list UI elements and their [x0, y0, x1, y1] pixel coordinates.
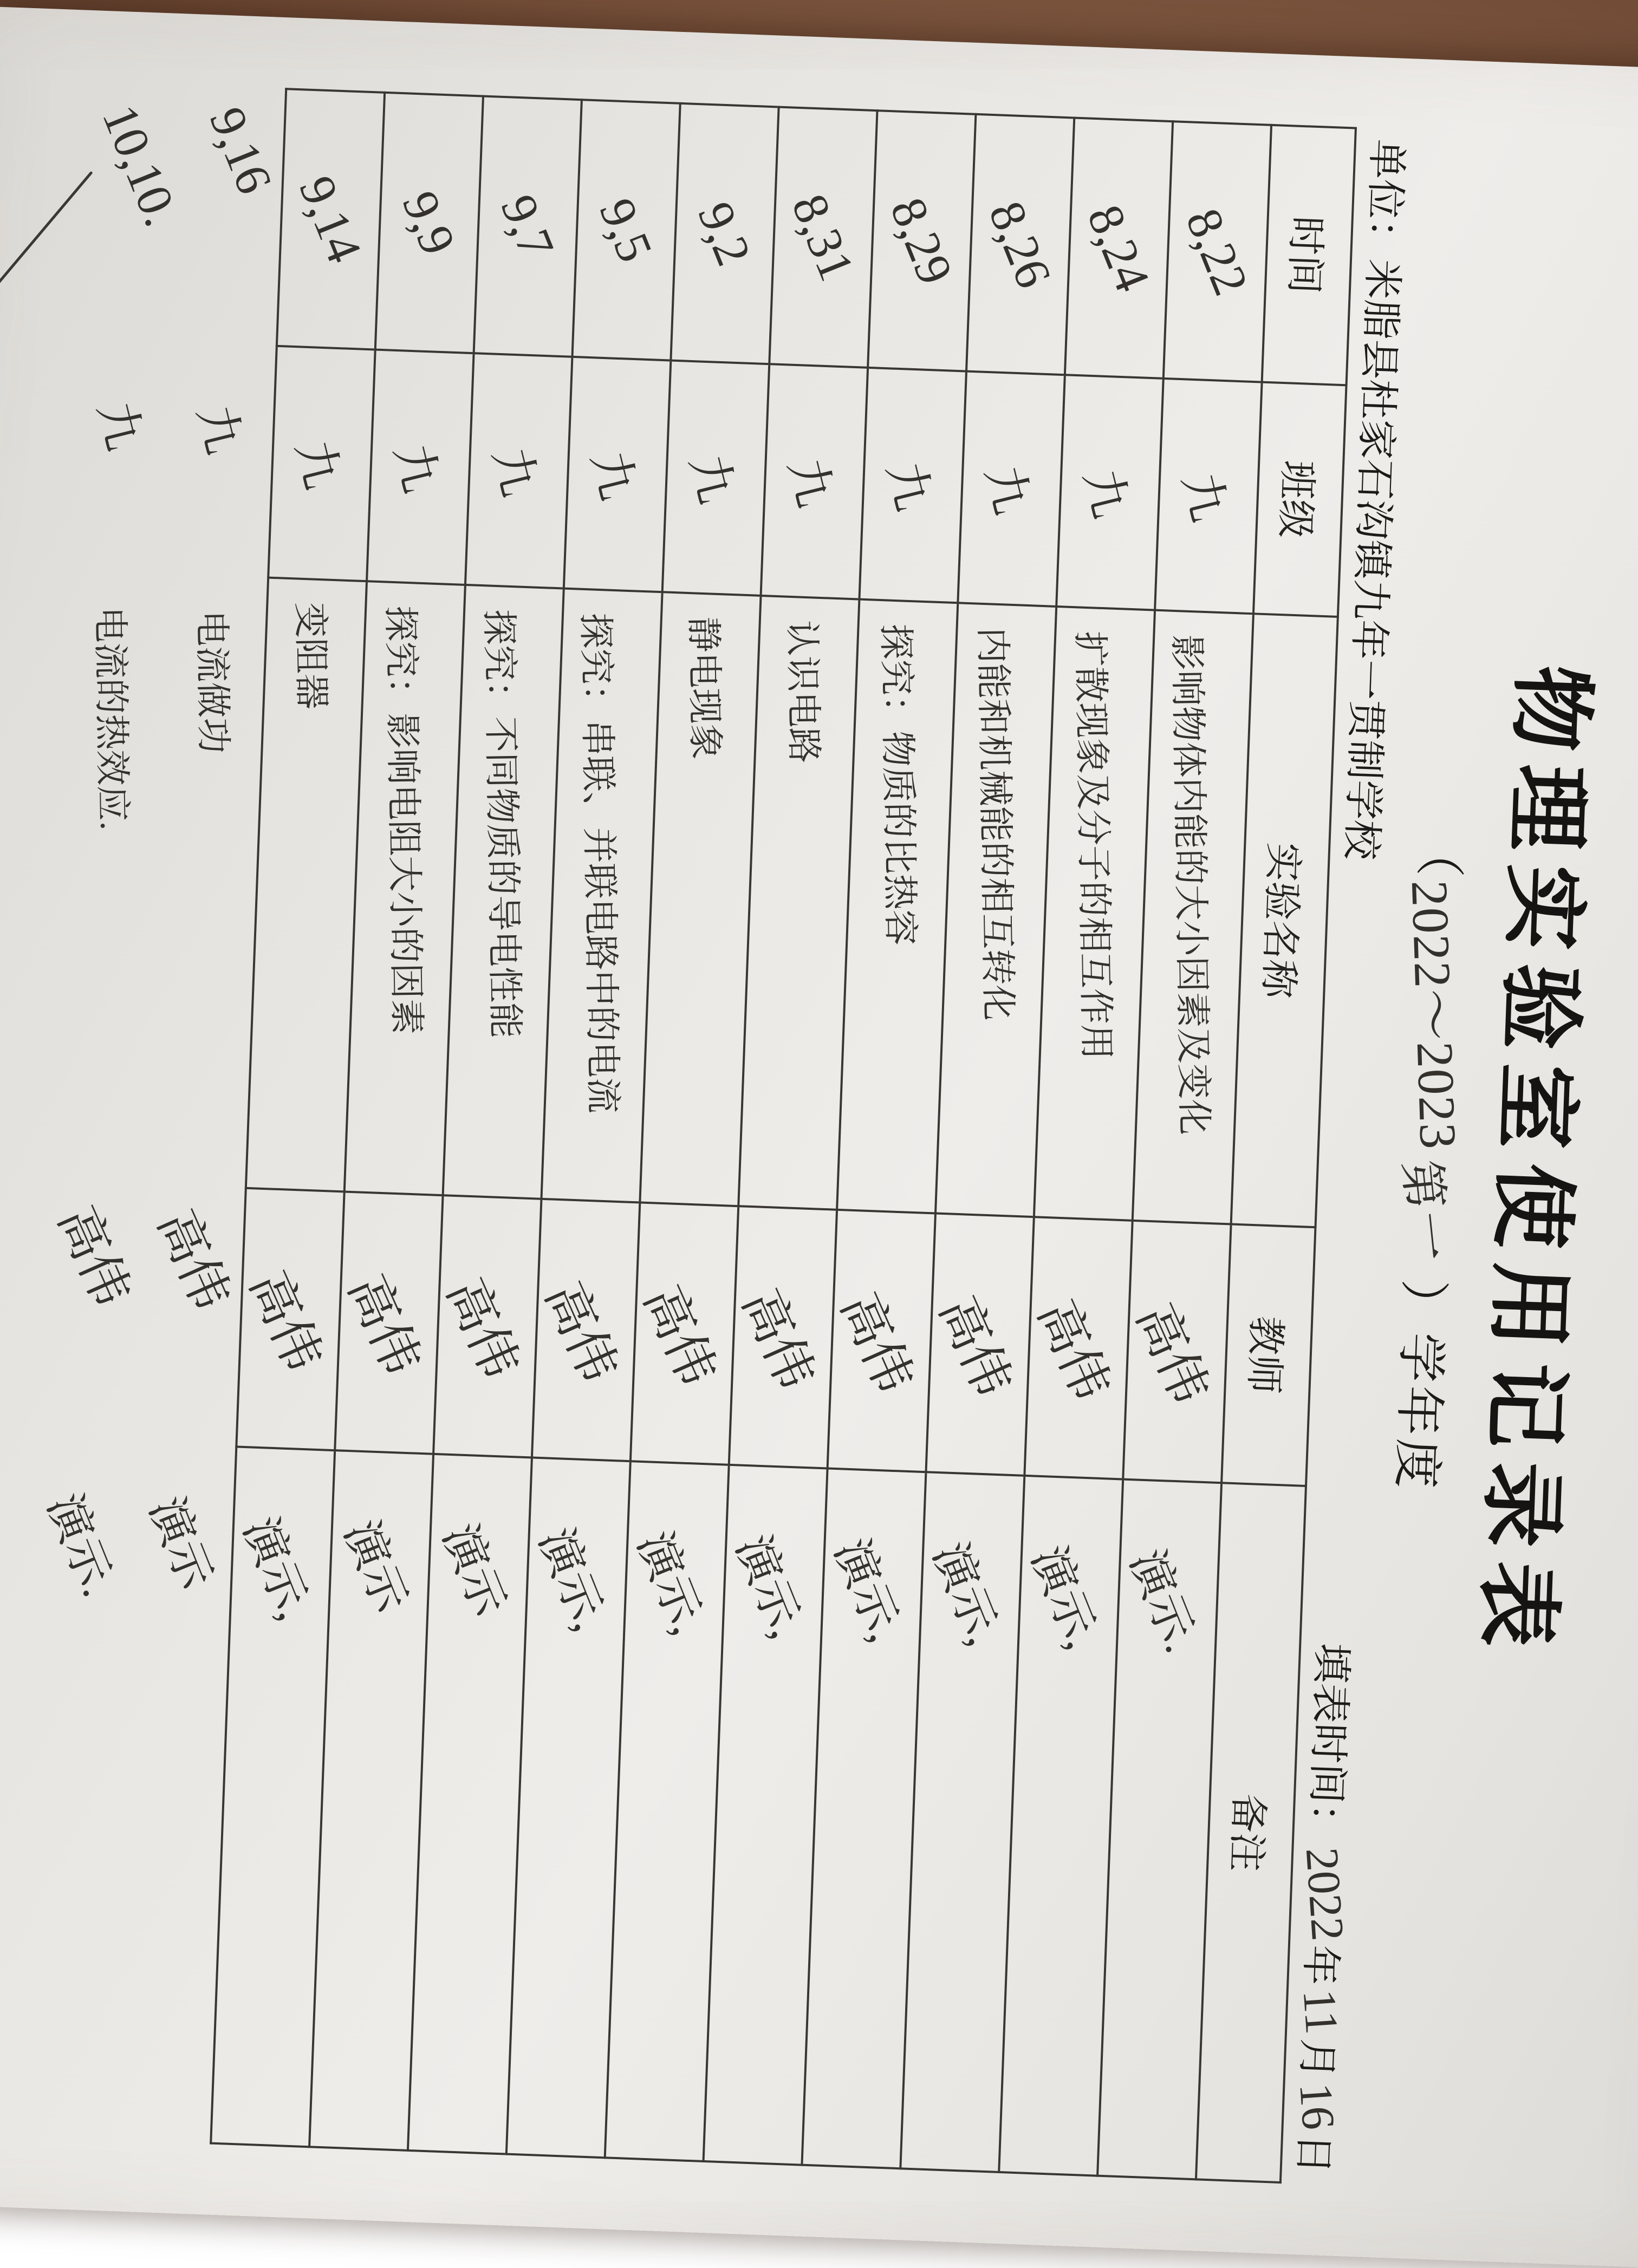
- fill-date-label: 填表时间：: [1302, 1642, 1354, 1845]
- page-title: 物理实验室使用记录表: [1467, 663, 1599, 1663]
- class-cell: [958, 371, 1065, 607]
- unit-label: 单位：: [1360, 138, 1409, 260]
- margin-experiment: 电流的热效应.: [89, 606, 133, 831]
- teacher-signature: 高伟: [1027, 1292, 1120, 1409]
- date-value: 8,29: [880, 190, 964, 292]
- date-cell: [474, 96, 582, 357]
- experiment-value: 探究：串联、并联电路中的电流: [575, 612, 623, 1114]
- teacher-signature: 高伟: [1126, 1295, 1219, 1412]
- date-value: 9,7: [490, 187, 566, 266]
- fill-date-year-unit: 年: [1297, 1944, 1343, 1986]
- class-value: 九: [1074, 464, 1137, 523]
- experiment-value: 扩散现象及分子的相互作用: [1070, 630, 1116, 1061]
- header-remark: 备注: [1196, 1483, 1306, 2182]
- subtitle-suffix: 学年度: [1388, 1331, 1450, 1493]
- subtitle-open-paren: （: [1410, 826, 1468, 881]
- teacher-signature: 高伟: [830, 1285, 924, 1401]
- fill-date-day-unit: 日: [1290, 2133, 1336, 2175]
- class-value: 九: [483, 442, 546, 501]
- date-value: 8,24: [1077, 197, 1161, 299]
- class-value: 九: [976, 460, 1038, 520]
- fill-date-year: 2022: [1296, 1846, 1355, 1943]
- class-value: 九: [384, 439, 447, 498]
- teacher-signature: 高伟: [633, 1278, 726, 1394]
- date-cell: [277, 89, 385, 349]
- fill-date-line: [1287, 1642, 1364, 2175]
- teacher-signature: 高伟: [535, 1274, 628, 1390]
- margin-teacher-signature: 高伟: [47, 1198, 140, 1314]
- remark-value: 演示,: [824, 1531, 912, 1649]
- teacher-cell: [532, 1199, 640, 1462]
- remark-value: 演示: [334, 1513, 418, 1620]
- class-value: 九: [581, 446, 644, 505]
- margin-experiment: 电流做功: [191, 610, 233, 754]
- handwritten-term: 第一: [1393, 1157, 1458, 1267]
- class-cell: [367, 349, 474, 585]
- header-experiment: 实验名称: [1231, 614, 1338, 1227]
- stray-pen-mark: [0, 171, 93, 322]
- date-cell: [966, 114, 1074, 375]
- remark-value: 演示.: [1120, 1542, 1208, 1660]
- date-cell: [1065, 118, 1173, 379]
- teacher-cell: [335, 1191, 443, 1454]
- margin-remark: 演示: [139, 1490, 223, 1596]
- experiment-value: 影响物体内能的大小因素及变化: [1166, 634, 1214, 1136]
- date-cell: [1164, 121, 1271, 382]
- margin-teacher-signature: 高伟: [147, 1202, 240, 1318]
- date-value: 8,26: [978, 193, 1063, 295]
- remark-value: 演示,: [529, 1521, 617, 1638]
- header-teacher: 教师: [1221, 1224, 1315, 1486]
- date-value: 8,31: [781, 186, 866, 288]
- fill-date-month: 11: [1293, 1987, 1349, 2036]
- fill-date-month-unit: 月: [1293, 2037, 1340, 2080]
- teacher-cell: [1123, 1221, 1231, 1483]
- date-value: 8,22: [1175, 200, 1259, 303]
- class-value: 九: [286, 435, 349, 494]
- date-value: 9,2: [687, 194, 762, 273]
- remark-value: 演示,: [627, 1524, 715, 1641]
- teacher-signature: 高伟: [732, 1281, 825, 1398]
- teacher-cell: [433, 1195, 541, 1458]
- class-cell: [1155, 378, 1262, 614]
- margin-date: 10,10.: [92, 97, 190, 234]
- class-cell: [761, 364, 868, 599]
- header-class: 班级: [1253, 382, 1347, 617]
- date-cell: [671, 103, 778, 364]
- margin-class: 九: [88, 396, 151, 456]
- teacher-cell: [926, 1213, 1034, 1476]
- handwritten-year-range: 2022～2023: [1400, 879, 1468, 1151]
- class-cell: [465, 353, 573, 589]
- teacher-cell: [236, 1188, 344, 1451]
- experiment-value: 探究：影响电阻大小的因素: [380, 605, 427, 1035]
- remark-value: 演示,: [233, 1510, 321, 1627]
- class-value: 九: [680, 449, 743, 509]
- teacher-signature: 高伟: [436, 1270, 529, 1387]
- subtitle-close-paren: ）: [1394, 1278, 1452, 1334]
- record-table: [210, 88, 1357, 2184]
- class-cell: [564, 356, 671, 592]
- remark-value: 演示,: [1022, 1539, 1109, 1656]
- experiment-value: 探究：物质的比热容: [875, 623, 921, 946]
- teacher-cell: [828, 1210, 935, 1472]
- remark-value: 演示: [433, 1517, 516, 1623]
- experiment-value: 静电现象: [683, 616, 725, 760]
- fill-date-day: 16: [1290, 2081, 1345, 2132]
- class-value: 九: [778, 453, 841, 512]
- teacher-signature: 高伟: [928, 1288, 1022, 1405]
- class-cell: [662, 360, 770, 596]
- experiment-value: 变阻器: [290, 602, 332, 710]
- paper-sheet: [0, 6, 1638, 2268]
- experiment-value: 探究：不同物质的导电性能: [479, 609, 525, 1039]
- teacher-signature: 高伟: [239, 1263, 332, 1379]
- teacher-cell: [1024, 1217, 1132, 1480]
- record-document: [0, 58, 1638, 2216]
- remark-value: 演示,: [923, 1535, 1011, 1652]
- teacher-cell: [630, 1202, 738, 1465]
- remark-value: 演示,: [726, 1528, 814, 1645]
- header-time: 时间: [1262, 125, 1356, 385]
- margin-date: 9,16: [199, 99, 283, 201]
- class-cell: [1056, 375, 1164, 610]
- date-cell: [375, 93, 483, 353]
- teacher-signature: 高伟: [337, 1267, 431, 1383]
- teacher-cell: [729, 1206, 837, 1469]
- class-cell: [859, 367, 966, 603]
- margin-class: 九: [187, 400, 250, 459]
- date-cell: [868, 110, 976, 371]
- experiment-value: 认识电路: [782, 620, 824, 764]
- unit-value: 米脂县杜家石沟镇九年一贯制学校: [1338, 258, 1405, 861]
- date-value: 9,14: [289, 168, 373, 270]
- class-value: 九: [877, 457, 940, 516]
- class-value: 九: [1172, 467, 1236, 527]
- date-cell: [573, 100, 680, 360]
- margin-remark: 演示.: [37, 1487, 125, 1604]
- class-cell: [268, 346, 375, 581]
- experiment-value: 内能和机械能的相互转化: [972, 627, 1018, 1021]
- date-value: 9,5: [589, 191, 664, 269]
- date-cell: [769, 107, 877, 368]
- date-value: 9,9: [392, 183, 467, 262]
